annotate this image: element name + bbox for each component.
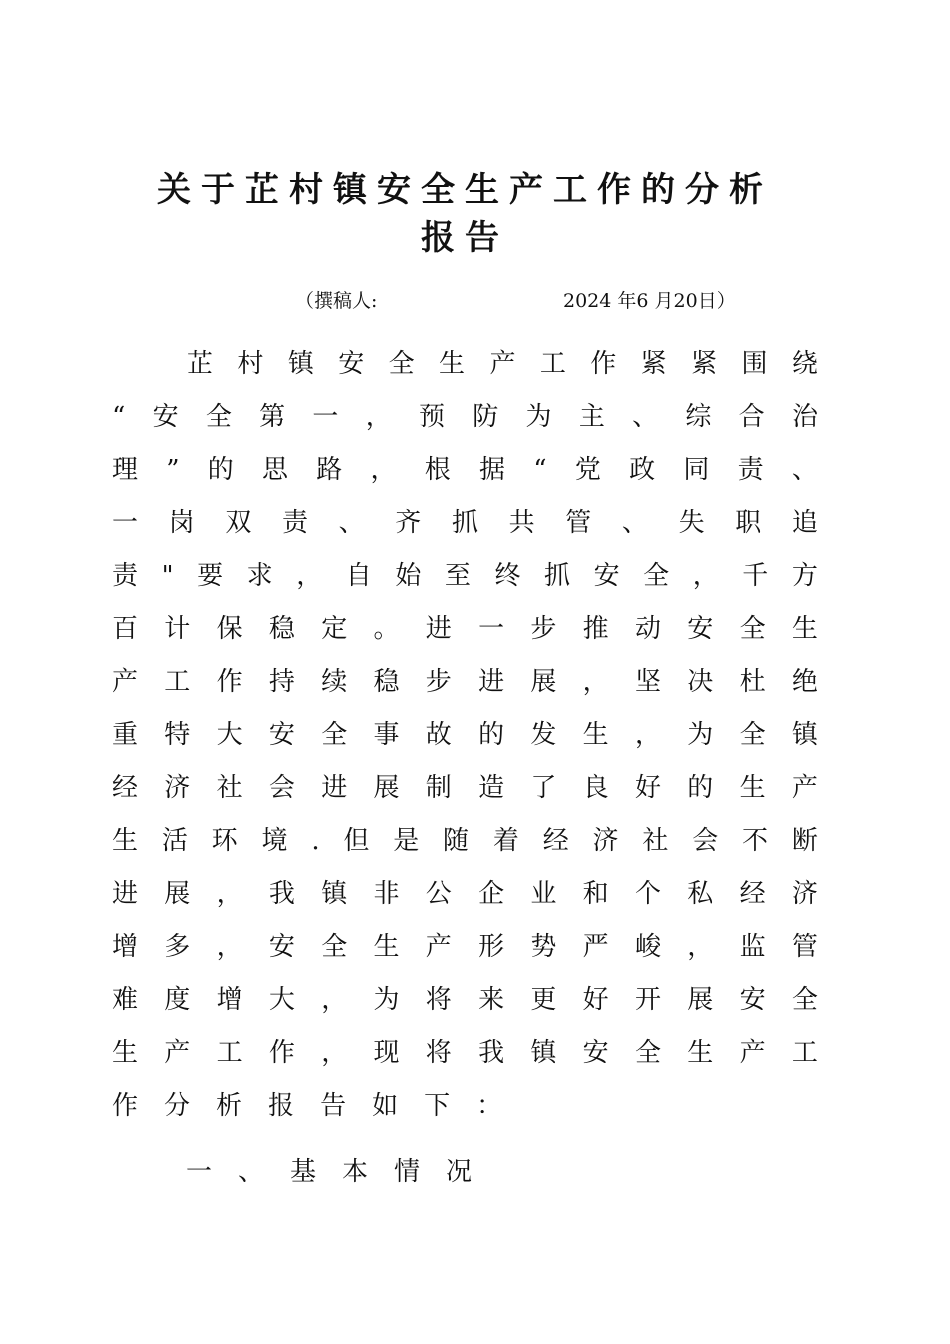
body-paragraph <box>112 338 818 1133</box>
paragraph-char: 根 <box>424 455 451 485</box>
paragraph-char: 生 <box>439 349 466 379</box>
paragraph-char: 治 <box>791 402 818 432</box>
paragraph-char: 济 <box>164 773 191 803</box>
paragraph-char: 主 <box>578 402 605 432</box>
paragraph-char: 作 <box>590 349 617 379</box>
paragraph-char: 安 <box>152 402 179 432</box>
paragraph-char: 进 <box>425 614 452 644</box>
paragraph-char: 产 <box>425 932 452 962</box>
paragraph-char: 思 <box>262 455 289 485</box>
paragraph-char: 如 <box>372 1091 399 1121</box>
paragraph-char: 作 <box>268 1038 295 1068</box>
paragraph-char: 抓 <box>544 561 571 591</box>
paragraph-char: 产 <box>791 773 818 803</box>
paragraph-char: 杜 <box>739 667 766 697</box>
paragraph-char: 发 <box>530 720 557 750</box>
paragraph-char: 企 <box>478 879 505 909</box>
paragraph-char: 路 <box>316 455 343 485</box>
paragraph-char: 了 <box>530 773 557 803</box>
paragraph-char: 百 <box>112 614 139 644</box>
paragraph-char: ， <box>687 932 714 962</box>
paragraph-line <box>112 815 818 868</box>
paragraph-char: 形 <box>478 932 505 962</box>
paragraph-char: 好 <box>582 985 609 1015</box>
paragraph-char: 安 <box>582 1038 609 1068</box>
paragraph-char: 但 <box>343 826 370 856</box>
paragraph-char: 着 <box>492 826 519 856</box>
paragraph-char: 工 <box>216 1038 243 1068</box>
paragraph-char: 为 <box>687 720 714 750</box>
paragraph-char: 生 <box>687 1038 714 1068</box>
paragraph-char: 镇 <box>321 879 348 909</box>
paragraph-char: 一 <box>112 508 139 538</box>
paragraph-char: 责 <box>737 455 764 485</box>
paragraph-char: 坚 <box>634 667 661 697</box>
author-label: （撰稿人: <box>295 290 378 312</box>
paragraph-line <box>112 762 818 815</box>
paragraph-char: 作 <box>112 1091 139 1121</box>
paragraph-char: 峻 <box>634 932 661 962</box>
paragraph-char: 为 <box>373 985 400 1015</box>
paragraph-char: 绝 <box>791 667 818 697</box>
paragraph-char: 围 <box>741 349 768 379</box>
paragraph-char: 自 <box>345 561 372 591</box>
paragraph-char: 紧 <box>640 349 667 379</box>
paragraph-char: 。 <box>373 614 400 644</box>
paragraph-char: 产 <box>164 1038 191 1068</box>
paragraph-char: ， <box>634 720 661 750</box>
paragraph-char: 会 <box>268 773 295 803</box>
paragraph-char: 个 <box>634 879 661 909</box>
paragraph-char: 推 <box>582 614 609 644</box>
paragraph-char: 经 <box>112 773 139 803</box>
paragraph-char: 和 <box>582 879 609 909</box>
paragraph-line <box>112 656 818 709</box>
paragraph-char: 综 <box>685 402 712 432</box>
paragraph-char: 展 <box>687 985 714 1015</box>
paragraph-char: 社 <box>216 773 243 803</box>
paragraph-char: 共 <box>508 508 535 538</box>
paragraph-char: 、 <box>621 508 648 538</box>
paragraph-char: 济 <box>592 826 619 856</box>
paragraph-char: 经 <box>739 879 766 909</box>
paragraph-char: 全 <box>739 720 766 750</box>
paragraph-char: 一 <box>312 402 339 432</box>
paragraph-char: 步 <box>425 667 452 697</box>
paragraph-char: 告 <box>320 1091 347 1121</box>
paragraph-char: 始 <box>395 561 422 591</box>
paragraph-char: “ <box>533 455 547 485</box>
paragraph-char: 防 <box>472 402 499 432</box>
paragraph-char: 度 <box>164 985 191 1015</box>
paragraph-char: 镇 <box>530 1038 557 1068</box>
paragraph-char: 事 <box>373 720 400 750</box>
paragraph-char: 监 <box>739 932 766 962</box>
paragraph-char: 生 <box>739 773 766 803</box>
paragraph-char: 安 <box>268 932 295 962</box>
paragraph-line <box>112 1027 818 1080</box>
paragraph-char: 大 <box>268 985 295 1015</box>
paragraph-char: 安 <box>338 349 365 379</box>
paragraph-char: 进 <box>321 773 348 803</box>
paragraph-char: 管 <box>565 508 592 538</box>
paragraph-char: ， <box>692 561 719 591</box>
paragraph-char: 环 <box>211 826 238 856</box>
paragraph-char: 故 <box>425 720 452 750</box>
paragraph-char: . <box>311 826 320 856</box>
paragraph-char: 产 <box>112 667 139 697</box>
paragraph-char: 生 <box>112 1038 139 1068</box>
paragraph-char: 展 <box>164 879 191 909</box>
paragraph-char: 工 <box>164 667 191 697</box>
paragraph-char: 、 <box>632 402 659 432</box>
paragraph-char: ， <box>321 1038 348 1068</box>
paragraph-char: 生 <box>112 826 139 856</box>
paragraph-char: 至 <box>444 561 471 591</box>
paragraph-char: 芷 <box>187 349 214 379</box>
paragraph-line <box>112 709 818 762</box>
paragraph-char: 大 <box>216 720 243 750</box>
paragraph-char: 责 <box>112 561 139 591</box>
paragraph-char: 持 <box>268 667 295 697</box>
document-date: 2024 年6 月20日） <box>563 290 736 312</box>
paragraph-char: 安 <box>268 720 295 750</box>
paragraph-char: 职 <box>735 508 762 538</box>
paragraph-char: 绕 <box>791 349 818 379</box>
paragraph-char: 济 <box>791 879 818 909</box>
paragraph-char: 稳 <box>373 667 400 697</box>
paragraph-char: 村 <box>237 349 264 379</box>
paragraph-char: 求 <box>246 561 273 591</box>
paragraph-char: 、 <box>338 508 365 538</box>
paragraph-char: 全 <box>634 1038 661 1068</box>
paragraph-char: 将 <box>425 985 452 1015</box>
paragraph-char: 进 <box>478 667 505 697</box>
paragraph-char: 全 <box>205 402 232 432</box>
paragraph-char: " <box>161 561 174 591</box>
paragraph-char: 造 <box>478 773 505 803</box>
paragraph-char: 工 <box>539 349 566 379</box>
paragraph-char: 保 <box>216 614 243 644</box>
paragraph-char: 据 <box>479 455 506 485</box>
title-line-1: 关于芷村镇安全生产工作的分析 <box>157 170 773 210</box>
paragraph-char: ： <box>476 1091 503 1121</box>
paragraph-line <box>112 603 818 656</box>
paragraph-char: 多 <box>164 932 191 962</box>
paragraph-char: 合 <box>738 402 765 432</box>
byline <box>0 288 950 314</box>
paragraph-char: 境 <box>261 826 288 856</box>
paragraph-char: 经 <box>542 826 569 856</box>
paragraph-line <box>112 974 818 1027</box>
paragraph-char: 紧 <box>691 349 718 379</box>
paragraph-char: 、 <box>791 455 818 485</box>
title-line-2: 报告 <box>421 218 509 258</box>
paragraph-char: 抓 <box>451 508 478 538</box>
paragraph-char: 现 <box>373 1038 400 1068</box>
paragraph-char: 重 <box>112 720 139 750</box>
paragraph-char: 展 <box>530 667 557 697</box>
paragraph-char: 生 <box>373 932 400 962</box>
paragraph-char: 安 <box>687 614 714 644</box>
paragraph-char: 全 <box>321 932 348 962</box>
paragraph-char: 决 <box>687 667 714 697</box>
paragraph-char: ， <box>216 879 243 909</box>
paragraph-char: 追 <box>791 508 818 538</box>
paragraph-char: 镇 <box>791 720 818 750</box>
paragraph-line <box>112 444 818 497</box>
paragraph-char: 活 <box>161 826 188 856</box>
paragraph-char: “ <box>112 402 126 432</box>
paragraph-char: ” <box>166 455 180 485</box>
paragraph-char: 的 <box>207 455 234 485</box>
paragraph-char: 计 <box>164 614 191 644</box>
paragraph-char: ， <box>216 932 243 962</box>
paragraph-char: ， <box>365 402 392 432</box>
document-title <box>112 166 818 262</box>
paragraph-char: 方 <box>791 561 818 591</box>
paragraph-char: 为 <box>525 402 552 432</box>
paragraph-char: 责 <box>281 508 308 538</box>
paragraph-char: 一 <box>478 614 505 644</box>
paragraph-char: 非 <box>373 879 400 909</box>
paragraph-char: 管 <box>791 932 818 962</box>
paragraph-char: 产 <box>489 349 516 379</box>
paragraph-char: 第 <box>259 402 286 432</box>
paragraph-char: ， <box>582 667 609 697</box>
paragraph-char: 产 <box>739 1038 766 1068</box>
paragraph-line <box>112 391 818 444</box>
paragraph-char: 要 <box>197 561 224 591</box>
paragraph-char: 良 <box>582 773 609 803</box>
paragraph-char: 安 <box>593 561 620 591</box>
paragraph-char: 增 <box>216 985 243 1015</box>
paragraph-char: 预 <box>418 402 445 432</box>
paragraph-char: 不 <box>742 826 769 856</box>
paragraph-char: 将 <box>425 1038 452 1068</box>
paragraph-char: 来 <box>478 985 505 1015</box>
paragraph-char: 好 <box>634 773 661 803</box>
paragraph-line <box>112 497 818 550</box>
paragraph-line <box>112 921 818 974</box>
paragraph-char: 双 <box>225 508 252 538</box>
paragraph-char: 报 <box>268 1091 295 1121</box>
paragraph-char: 全 <box>321 720 348 750</box>
paragraph-line <box>112 868 818 921</box>
paragraph-char: 全 <box>791 985 818 1015</box>
paragraph-char: 社 <box>642 826 669 856</box>
paragraph-char: 工 <box>791 1038 818 1068</box>
paragraph-char: 进 <box>112 879 139 909</box>
paragraph-char: 难 <box>112 985 139 1015</box>
paragraph-char: 私 <box>687 879 714 909</box>
paragraph-char: 析 <box>216 1091 243 1121</box>
paragraph-char: 更 <box>530 985 557 1015</box>
paragraph-char: 稳 <box>268 614 295 644</box>
paragraph-char: 作 <box>216 667 243 697</box>
paragraph-char: 增 <box>112 932 139 962</box>
paragraph-char: 定 <box>321 614 348 644</box>
paragraph-char: 业 <box>530 879 557 909</box>
paragraph-char: 展 <box>373 773 400 803</box>
paragraph-char: 生 <box>582 720 609 750</box>
paragraph-char: 终 <box>494 561 521 591</box>
paragraph-char: ， <box>370 455 397 485</box>
paragraph-char: ， <box>296 561 323 591</box>
paragraph-char: 下 <box>424 1091 451 1121</box>
paragraph-char: 党 <box>574 455 601 485</box>
paragraph-char: 全 <box>388 349 415 379</box>
paragraph-char: 生 <box>791 614 818 644</box>
paragraph-char: 全 <box>739 614 766 644</box>
paragraph-char: 理 <box>112 455 139 485</box>
paragraph-char: 公 <box>425 879 452 909</box>
paragraph-char: 岗 <box>168 508 195 538</box>
paragraph-char: 随 <box>443 826 470 856</box>
paragraph-char: 同 <box>683 455 710 485</box>
paragraph-line <box>112 550 818 603</box>
paragraph-char: 分 <box>164 1091 191 1121</box>
paragraph-char: 失 <box>678 508 705 538</box>
paragraph-char: 特 <box>164 720 191 750</box>
paragraph-char: 安 <box>739 985 766 1015</box>
paragraph-char: 我 <box>268 879 295 909</box>
paragraph-line <box>112 338 818 391</box>
paragraph-char: 千 <box>742 561 769 591</box>
paragraph-char: 开 <box>634 985 661 1015</box>
paragraph-char: 动 <box>634 614 661 644</box>
paragraph-char: ， <box>321 985 348 1015</box>
paragraph-char: 制 <box>425 773 452 803</box>
paragraph-char: 镇 <box>287 349 314 379</box>
paragraph-char: 齐 <box>395 508 422 538</box>
paragraph-char: 会 <box>692 826 719 856</box>
paragraph-char: 势 <box>530 932 557 962</box>
paragraph-line <box>112 1080 818 1133</box>
paragraph-char: 步 <box>530 614 557 644</box>
section-heading: 一、基本情况 <box>186 1157 499 1187</box>
paragraph-char: 严 <box>582 932 609 962</box>
paragraph-char: 的 <box>478 720 505 750</box>
paragraph-char: 全 <box>643 561 670 591</box>
paragraph-char: 续 <box>321 667 348 697</box>
paragraph-char: 断 <box>791 826 818 856</box>
paragraph-char: 政 <box>629 455 656 485</box>
paragraph-char: 是 <box>393 826 420 856</box>
paragraph-char: 我 <box>478 1038 505 1068</box>
paragraph-char: 的 <box>687 773 714 803</box>
